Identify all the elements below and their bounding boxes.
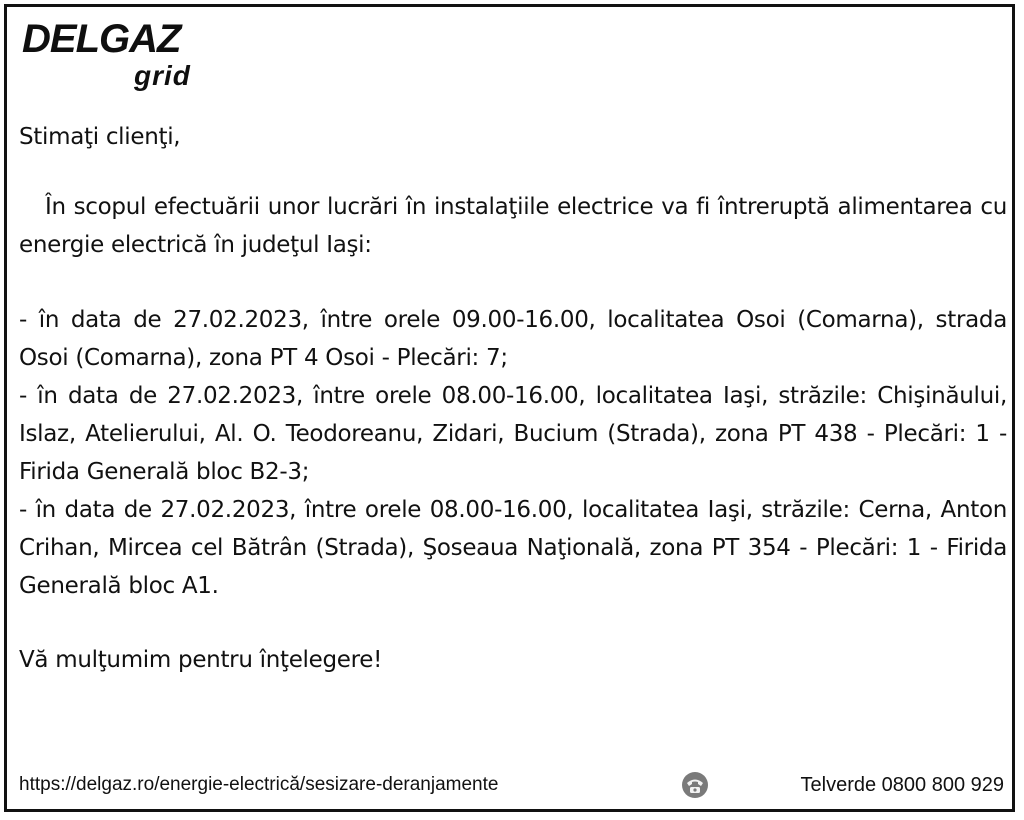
footer [19, 770, 1004, 800]
greeting: Stimaţi clienţi, [19, 124, 181, 150]
outage-item-iasi-pt354: - în data de 27.02.2023, între orele 08.00-16.00, localitatea Iaşi, străzile: Cerna, Anton Crihan, Mircea cel Bătrân (Strada), Şoseaua Naţională, zona PT 354 - Plecări: 1 - Firida Generală bloc A1. [19, 497, 1007, 599]
notice-body [19, 118, 1007, 679]
report-url-link[interactable]: https://delgaz.ro/energie-electrică/sesizare-deranjamente [19, 774, 499, 795]
closing-line: Vă mulţumim pentru înţelegere! [19, 647, 383, 673]
logo-subtitle: grid [134, 60, 191, 91]
logo-wordmark: DELGAZ [22, 17, 181, 61]
outage-list [19, 301, 1007, 605]
intro-paragraph: În scopul efectuării unor lucrări în instalaţiile electrice va fi întreruptă alimentarea cu energie electrică în judeţul Iaşi: [19, 194, 1007, 258]
telephone-icon [681, 771, 709, 799]
outage-item-osoi: - în data de 27.02.2023, între orele 09.00-16.00, localitatea Osoi (Comarna), strada Osoi (Comarna), zona PT 4 Osoi - Plecări: 7; [19, 307, 1007, 371]
delgaz-grid-logo [22, 16, 222, 96]
toll-free-phone[interactable]: Telverde 0800 800 929 [800, 774, 1004, 796]
outage-item-iasi-pt438: - în data de 27.02.2023, între orele 08.00-16.00, localitatea Iaşi, străzile: Chişinăului, Islaz, Atelierului, Al. O. Teodoreanu, Zidari, Bucium (Strada), zona PT 438 - Plecări: 1 - Firida Generală bloc B2-3; [19, 383, 1007, 485]
